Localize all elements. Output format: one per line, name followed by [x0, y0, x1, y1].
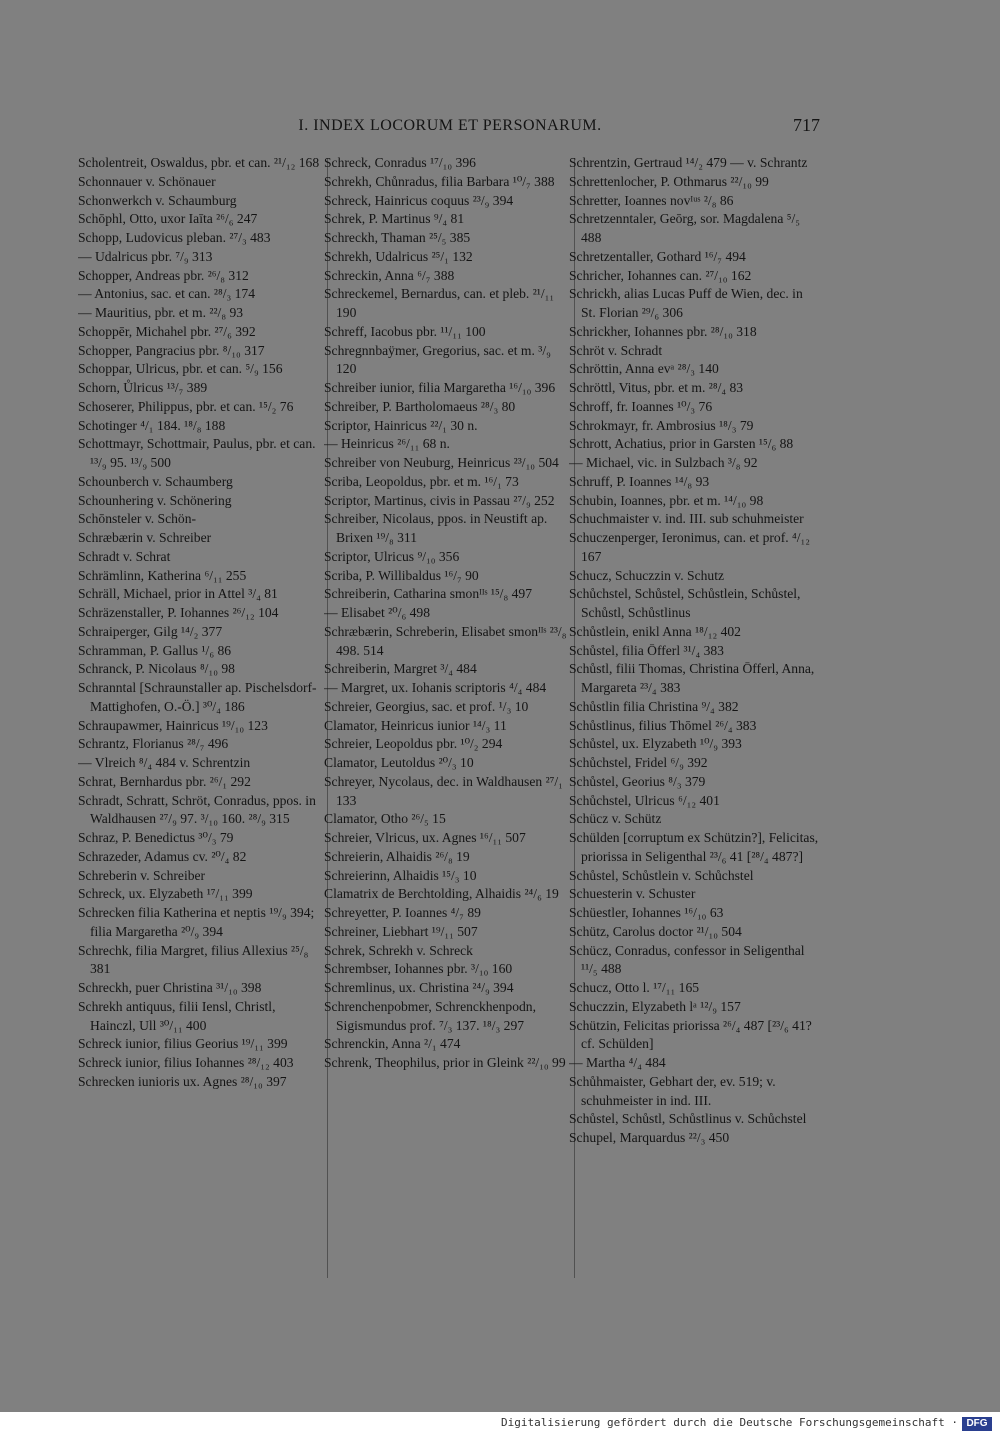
index-entry: Scriba, Leopoldus, pbr. et m. ¹⁶/₁ 73	[324, 473, 519, 489]
index-entry: Schůhmaister, Gebhart der, ev. 519; v. schuhmeister in ind. III.	[569, 1073, 776, 1108]
index-entry: Schopper, Andreas pbr. ²⁶/₈ 312	[78, 267, 249, 283]
index-entry: Schorn, Ůlricus ¹³/₇ 389	[78, 380, 208, 395]
index-entry: Schrott, Achatius, prior in Garsten ¹⁵/₆ 88	[569, 436, 794, 452]
index-entry: Schüestler, Iohannes ¹⁶/₁₀ 63	[569, 905, 724, 920]
running-header	[80, 114, 820, 140]
index-entry: Schrecken iunioris ux. Agnes ²⁸/₁₀ 397	[78, 1073, 287, 1089]
index-entry: Schraiperger, Gilg ¹⁴/₂ 377	[78, 623, 223, 639]
index-entry: Schrazeder, Adamus cv. ²⁰/₄ 82	[78, 848, 247, 864]
index-entry: Schrekh antiquus, filii Iensl, Christl, Hainczl, Ull ³⁰/₁₁ 400	[78, 998, 276, 1033]
index-entry: Schůstlinus, filius Thōmel ²⁶/₄ 383	[569, 717, 757, 733]
index-entry: Schräzenstaller, P. Iohannes ²⁶/₁₂ 104	[78, 605, 279, 620]
index-entry: Schreff, Iacobus pbr. ¹¹/₁₁ 100	[324, 323, 486, 339]
index-entry: Schůstlein, enikl Anna ¹⁸/₁₂ 402	[569, 623, 741, 639]
index-entry: Schōnsteler v. Schön-	[78, 511, 197, 527]
index-entry: Schreiber, Nicolaus, ppos. in Neustift ap. Brixen ¹⁹/₈ 311	[324, 511, 548, 545]
page-number: 717	[793, 115, 820, 135]
index-entry: Schuczenperger, Ieronimus, can. et prof. ⁴/₁₂ 167	[569, 530, 811, 564]
index-entry: Scriptor, Ulricus ⁹/₁₀ 356	[324, 548, 460, 564]
index-entry: Schreck iunior, filius Georius ¹⁹/₁₁ 399	[78, 1036, 288, 1052]
index-entry: Schonwerkch v. Schaumburg	[78, 192, 237, 208]
index-entry: Scriba, P. Willibaldus ¹⁶/₇ 90	[324, 567, 479, 583]
index-entry: Schrenk, Theophilus, prior in Gleink ²²/₁₀ 99	[324, 1055, 566, 1070]
index-entry: Schůstel, Georius ⁸/₃ 379	[569, 773, 706, 789]
index-entry: Schranntal [Schraunstaller ap. Pischelsdorf-Mattighofen, O.-Ö.] ³⁰/₄ 186	[78, 680, 317, 714]
index-entry: Schricher, Iohannes can. ²⁷/₁₀ 162	[569, 267, 752, 283]
index-entry: Schreckh, Thaman ²⁵/₅ 385	[324, 230, 471, 245]
index-entry: Schonnauer v. Schönauer	[78, 173, 216, 189]
index-entry: Schræbærin, Schreberin, Elisabet smonᴵᴵˢ ²³/₈ 498. 514	[324, 623, 567, 658]
index-entry: Schücz, Conradus, confessor in Seligenthal ¹¹/₅ 488	[569, 942, 805, 977]
index-entry: Schretter, Ioannes novᴵᵘˢ ²/₈ 86	[569, 192, 734, 208]
index-entry: Schrecken filia Katherina et neptis ¹⁹/₉ 394; filia Margaretha ²⁰/₉ 394	[78, 905, 315, 939]
index-entry: Schretzenntaler, Geōrg, sor. Magdalena ⁵/₅ 488	[569, 211, 801, 245]
index-entry: Schuesterin v. Schuster	[569, 886, 696, 902]
index-entry: Schreiberin, Margret ³/₄ 484	[324, 661, 477, 677]
index-entry: Schreierin, Alhaidis ²⁶/₈ 19	[324, 848, 470, 864]
index-entry: Schreierinn, Alhaidis ¹⁵/₃ 10	[324, 867, 477, 883]
index-entry: Schrenchenpobmer, Schrenckhenpodn, Sigismundus prof. ⁷/₃ 137. ¹⁸/₃ 297	[324, 998, 536, 1033]
index-entry: Schütz, Carolus doctor ²¹/₁₀ 504	[569, 923, 742, 939]
index-entry: Schounhering v. Schönering	[78, 492, 232, 508]
index-entry: Schradt v. Schrat	[78, 548, 171, 564]
index-entry: Schradt, Schratt, Schröt, Conradus, ppos. in Waldhausen ²⁷/₉ 97. ³/₁₀ 160. ²⁸/₉ 315	[78, 792, 316, 827]
index-entry: Schreiner, Liebhart ¹⁹/₁₁ 507	[324, 923, 478, 939]
index-entry: Schůchstel, Fridel ⁶/₉ 392	[569, 755, 708, 770]
index-entry: Schoppar, Ulricus, pbr. et can. ⁵/₉ 156	[78, 361, 283, 377]
index-entry: — Heinricus ²⁶/₁₁ 68 n.	[324, 436, 450, 452]
index-entry: Schůstel, Schůstl, Schůstlinus v. Schůchstel	[569, 1111, 807, 1127]
index-entry: Schůstel, filia Ōfferl ³¹/₄ 383	[569, 642, 724, 658]
index-entry: Schremlinus, ux. Christina ²⁴/₉ 394	[324, 980, 514, 995]
index-entry: Schrentzin, Gertraud ¹⁴/₂ 479 — v. Schrantz	[569, 155, 808, 170]
index-entry: Schräll, Michael, prior in Attel ³/₄ 81	[78, 586, 278, 602]
index-entry: Schrantz, Florianus ²⁸/₇ 496	[78, 736, 229, 752]
index-entry: Schretzentaller, Gothard ¹⁶/₇ 494	[569, 248, 746, 264]
index-entry: Schuczzin, Elyzabeth lᵃ ¹²/₉ 157	[569, 998, 741, 1014]
index-entry: Schreiber von Neuburg, Heinricus ²³/₁₀ 504	[324, 455, 559, 470]
index-entry: — Vlreich ⁸/₄ 484 v. Schrentzin	[78, 755, 251, 770]
page-title: I. INDEX LOCORUM ET PERSONARUM.	[298, 117, 602, 134]
index-entry: Schrämlinn, Katherina ⁶/₁₁ 255	[78, 567, 247, 583]
index-entry: Schrickher, Iohannes pbr. ²⁸/₁₀ 318	[569, 323, 757, 339]
index-column-2	[324, 154, 570, 1279]
index-entry: Schreiberin, Catharina smonᴵᴵˢ ¹⁵/₈ 497	[324, 586, 532, 602]
index-entry: Schůstel, Schůstlein v. Schůchstel	[569, 867, 754, 883]
footer-credit: Digitalisierung gefördert durch die Deutsche Forschungsgemeinschaft ·	[501, 1416, 958, 1429]
index-entry: Scholentreit, Oswaldus, pbr. et can. ²¹/₁₂ 168	[78, 155, 320, 170]
index-entry: — Martha ⁴/₄ 484	[569, 1055, 666, 1070]
index-entry: — Antonius, sac. et can. ²⁸/₃ 174	[78, 286, 256, 302]
index-entry: Schreck, Hainricus coquus ²³/₉ 394	[324, 192, 514, 208]
index-entry: Schrat, Bernhardus pbr. ²⁶/₁ 292	[78, 773, 251, 789]
index-entry: Schoppēr, Michahel pbr. ²⁷/₆ 392	[78, 323, 256, 339]
index-entry: Schůchstel, Ulricus ⁶/₁₂ 401	[569, 792, 720, 808]
index-entry: Schreier, Leopoldus pbr. ¹⁰/₂ 294	[324, 736, 503, 752]
index-entry: Schreck iunior, filius Iohannes ²⁸/₁₂ 403	[78, 1055, 294, 1070]
index-entry: Schreckin, Anna ⁶/₇ 388	[324, 267, 455, 283]
index-entry: Schützin, Felicitas priorissa ²⁶/₄ 487 [²³/₆ 41? cf. Schülden]	[569, 1017, 812, 1052]
index-entry: Clamator, Leutoldus ²⁰/₃ 10	[324, 755, 474, 770]
index-entry: Schroff, fr. Ioannes ¹⁰/₃ 76	[569, 398, 713, 414]
index-entry: Schreiber, P. Bartholomaeus ²⁸/₃ 80	[324, 398, 516, 414]
index-entry: Schrechk, filia Margret, filius Allexius ²⁵/₈ 381	[78, 942, 309, 977]
index-column-1	[78, 154, 324, 1279]
index-entry: — Margret, ux. Iohanis scriptoris ⁴/₄ 484	[324, 680, 547, 695]
index-entry: Schraupawmer, Hainricus ¹⁹/₁₀ 123	[78, 717, 268, 733]
index-entry: Schreck, Conradus ¹⁷/₁₀ 396	[324, 155, 476, 170]
dfg-logo: DFG	[962, 1417, 992, 1431]
index-entry: Clamatrix de Berchtolding, Alhaidis ²⁴/₆ 19	[324, 886, 559, 902]
index-entry: Schubin, Ioannes, pbr. et m. ¹⁴/₁₀ 98	[569, 492, 764, 508]
index-entry: Schrettenlocher, P. Othmarus ²²/₁₀ 99	[569, 173, 769, 189]
index-entry: Schottmayr, Schottmair, Paulus, pbr. et can. ¹³/₉ 95. ¹³/₉ 500	[78, 436, 316, 470]
index-entry: Schreberin v. Schreiber	[78, 867, 206, 883]
index-entry: Schopper, Pangracius pbr. ⁸/₁₀ 317	[78, 342, 265, 358]
index-entry: Schrembser, Iohannes pbr. ³/₁₀ 160	[324, 961, 513, 977]
index-entry: Schranck, P. Nicolaus ⁸/₁₀ 98	[78, 661, 235, 677]
index-entry: Schruff, P. Ioannes ¹⁴/₈ 93	[569, 473, 710, 489]
index-entry: Schramman, P. Gallus ¹/₆ 86	[78, 642, 232, 658]
index-entry: — Michael, vic. in Sulzbach ³/₈ 92	[569, 455, 758, 470]
index-entry: Scriptor, Martinus, civis in Passau ²⁷/₉ 252	[324, 492, 555, 508]
index-entry: Schreier, Vlricus, ux. Agnes ¹⁶/₁₁ 507	[324, 830, 526, 845]
index-entry: Schůstl, filii Thomas, Christina Ōfferl, Anna, Margareta ²³/₄ 383	[569, 661, 815, 695]
index-entry: Schotinger ⁴/₁ 184. ¹⁸/₈ 188	[78, 417, 226, 433]
index-entry: Schreck, ux. Elyzabeth ¹⁷/₁₁ 399	[78, 886, 253, 902]
index-entry: Schucz, Otto l. ¹⁷/₁₁ 165	[569, 980, 700, 995]
index-entry: Schůchstel, Schůstel, Schůstlein, Schůstel, Schůstl, Schůstlinus	[569, 586, 801, 620]
index-entry: Schupel, Marquardus ²²/₃ 450	[569, 1130, 730, 1145]
index-entry: Schrickh, alias Lucas Puff de Wien, dec. in St. Florian ²⁹/₆ 306	[569, 286, 803, 320]
index-entry: — Udalricus pbr. ⁷/₉ 313	[78, 248, 213, 264]
index-entry: Schraz, P. Benedictus ³⁰/₃ 79	[78, 830, 234, 845]
index-entry: Scriptor, Hainricus ²²/₁ 30 n.	[324, 417, 478, 433]
index-entry: — Mauritius, pbr. et m. ²²/₈ 93	[78, 305, 244, 320]
index-entry: Schröttin, Anna evᵃ ²⁸/₃ 140	[569, 361, 719, 377]
index-entry: Schreckh, puer Christina ³¹/₁₀ 398	[78, 980, 262, 995]
index-entry: Schounberch v. Schaumberg	[78, 473, 233, 489]
index-entry: Clamator, Heinricus iunior ¹⁴/₃ 11	[324, 717, 507, 733]
index-column-3	[569, 154, 819, 1279]
index-entry: Schopp, Ludovicus pleban. ²⁷/₃ 483	[78, 230, 271, 245]
index-entry: Schreyetter, P. Ioannes ⁴/₇ 89	[324, 905, 481, 920]
index-entry: Schrekh, Chůnradus, filia Barbara ¹⁰/₇ 388	[324, 173, 555, 189]
index-entry: Schröttl, Vitus, pbr. et m. ²⁸/₄ 83	[569, 380, 744, 395]
index-entry: Schreckemel, Bernardus, can. et pleb. ²¹/₁₁ 190	[324, 286, 555, 320]
index-entry: Schoserer, Philippus, pbr. et can. ¹⁵/₂ 76	[78, 398, 294, 414]
index-entry: Schrek, P. Martinus ⁹/₄ 81	[324, 211, 465, 227]
index-entry: Schreiber iunior, filia Margaretha ¹⁶/₁₀ 396	[324, 380, 556, 395]
index-entry: Schůstlin filia Christina ⁹/₄ 382	[569, 698, 739, 714]
index-entry: Schrekh, Udalricus ²⁵/₁ 132	[324, 248, 473, 264]
index-entry: Schregnnbaÿmer, Gregorius, sac. et m. ³/₉ 120	[324, 342, 551, 377]
index-entry: Schröt v. Schradt	[569, 342, 663, 358]
index-entry: Schrenckin, Anna ²/₁ 474	[324, 1036, 461, 1052]
index-entry: Schrek, Schrekh v. Schreck	[324, 942, 473, 958]
index-entry: Schuchmaister v. ind. III. sub schuhmeister	[569, 511, 804, 527]
index-entry: Schucz, Schuczzin v. Schutz	[569, 567, 725, 583]
index-entry: Schræbærin v. Schreiber	[78, 530, 212, 545]
index-entry: Schreyer, Nycolaus, dec. in Waldhausen ²⁷/₁ 133	[324, 773, 563, 808]
index-entry: Schůstel, ux. Elyzabeth ¹⁰/₉ 393	[569, 736, 742, 752]
index-entry: Schrokmayr, fr. Ambrosius ¹⁸/₃ 79	[569, 417, 754, 433]
index-entry: Schreier, Georgius, sac. et prof. ¹/₃ 10	[324, 698, 529, 714]
page-footer	[0, 1412, 1000, 1436]
index-entry: Schülden [corruptum ex Schützin?], Felicitas, priorissa in Seligenthal ²³/₆ 41 [²⁸/₄ 487?]	[569, 830, 819, 864]
index-entry: Clamator, Otho ²⁶/₅ 15	[324, 811, 446, 827]
index-entry: Schücz v. Schütz	[569, 811, 662, 827]
index-entry: Schōphl, Otto, uxor Iaīta ²⁶/₆ 247	[78, 211, 258, 227]
index-entry: — Elisabet ²⁰/₆ 498	[324, 605, 431, 620]
